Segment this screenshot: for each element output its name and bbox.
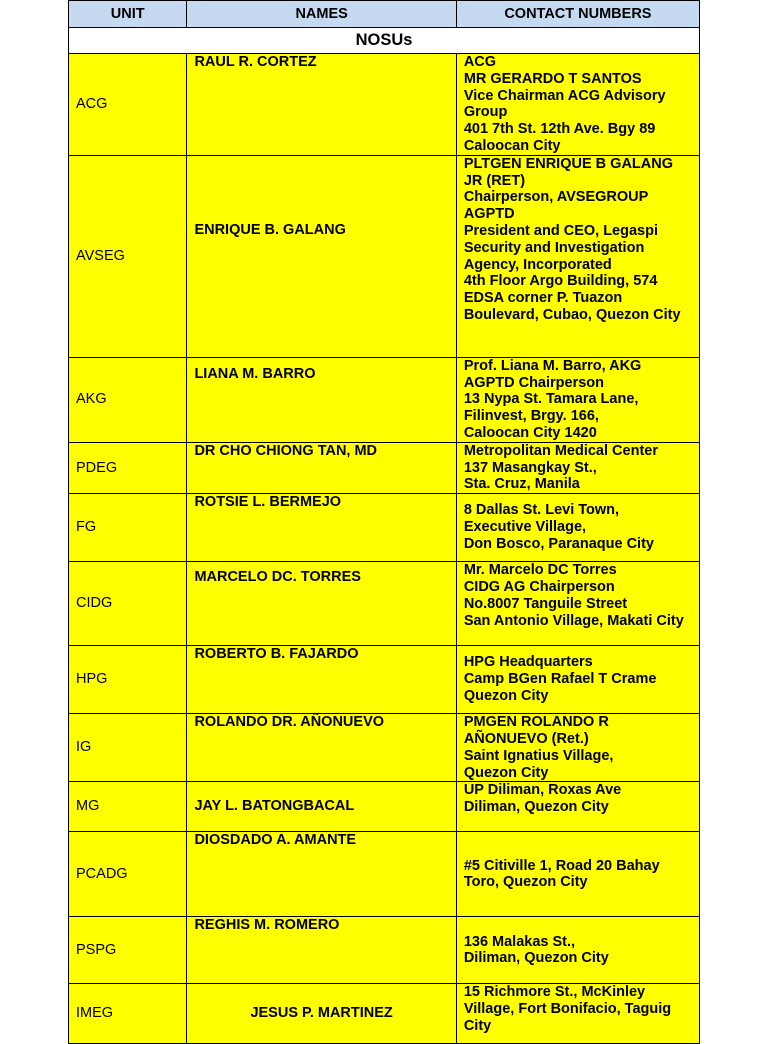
name-cell: ROBERTO B. FAJARDO bbox=[187, 646, 456, 714]
name-cell: JESUS P. MARTINEZ bbox=[187, 984, 456, 1044]
contact-cell: Mr. Marcelo DC Torres CIDG AG Chairperson No.8007 Tanguile Street San Antonio Village, Makati City bbox=[456, 562, 699, 646]
unit-cell: MG bbox=[69, 782, 187, 832]
contact-cell: UP Diliman, Roxas Ave Diliman, Quezon City bbox=[456, 782, 699, 832]
unit-cell: ACG bbox=[69, 54, 187, 156]
name-cell: JAY L. BATONGBACAL bbox=[187, 782, 456, 832]
nosu-contact-table bbox=[68, 0, 700, 1044]
name-cell: DR CHO CHIONG TAN, MD bbox=[187, 442, 456, 493]
table-row bbox=[69, 442, 700, 493]
unit-cell: HPG bbox=[69, 646, 187, 714]
contact-cell: 15 Richmore St., McKinley Village, Fort Bonifacio, Taguig City bbox=[456, 984, 699, 1044]
table-row bbox=[69, 917, 700, 984]
table-row bbox=[69, 646, 700, 714]
name-cell: ROLANDO DR. AÑONUEVO bbox=[187, 714, 456, 782]
name-cell: RAUL R. CORTEZ bbox=[187, 54, 456, 156]
name-cell: REGHIS M. ROMERO bbox=[187, 917, 456, 984]
section-title: NOSUs bbox=[69, 28, 700, 54]
table-row bbox=[69, 562, 700, 646]
header-names: NAMES bbox=[187, 1, 456, 28]
contact-cell: 8 Dallas St. Levi Town, Executive Village, Don Bosco, Paranaque City bbox=[456, 494, 699, 562]
contact-cell: #5 Citiville 1, Road 20 Bahay Toro, Quezon City bbox=[456, 832, 699, 917]
table-header-row bbox=[69, 1, 700, 28]
table-row bbox=[69, 782, 700, 832]
name-cell: ROTSIE L. BERMEJO bbox=[187, 494, 456, 562]
table-row bbox=[69, 54, 700, 156]
table-row bbox=[69, 357, 700, 442]
name-cell: ENRIQUE B. GALANG bbox=[187, 155, 456, 357]
table-row bbox=[69, 494, 700, 562]
unit-cell: AKG bbox=[69, 357, 187, 442]
unit-cell: CIDG bbox=[69, 562, 187, 646]
table-row bbox=[69, 714, 700, 782]
unit-cell: IMEG bbox=[69, 984, 187, 1044]
unit-cell: IG bbox=[69, 714, 187, 782]
table-row bbox=[69, 832, 700, 917]
contact-cell: 136 Malakas St., Diliman, Quezon City bbox=[456, 917, 699, 984]
table-row bbox=[69, 155, 700, 357]
table-row bbox=[69, 984, 700, 1044]
contact-cell: ACG MR GERARDO T SANTOS Vice Chairman ACG Advisory Group 401 7th St. 12th Ave. Bgy 89 Caloocan City bbox=[456, 54, 699, 156]
name-cell: LIANA M. BARRO bbox=[187, 357, 456, 442]
unit-cell: FG bbox=[69, 494, 187, 562]
contact-cell: HPG Headquarters Camp BGen Rafael T Crame Quezon City bbox=[456, 646, 699, 714]
contact-cell: Prof. Liana M. Barro, AKG AGPTD Chairperson 13 Nypa St. Tamara Lane, Filinvest, Brgy. 166, Caloocan City 1420 bbox=[456, 357, 699, 442]
contact-cell: PLTGEN ENRIQUE B GALANG JR (RET) Chairperson, AVSEGROUP AGPTD President and CEO, Legaspi Security and Investigation Agency, Incorporated 4th Floor Argo Building, 574 EDSA corner P. Tuazon Boulevard, Cubao, Quezon City bbox=[456, 155, 699, 357]
unit-cell: AVSEG bbox=[69, 155, 187, 357]
section-header-row bbox=[69, 28, 700, 54]
unit-cell: PCADG bbox=[69, 832, 187, 917]
contact-cell: PMGEN ROLANDO R AÑONUEVO (Ret.) Saint Ignatius Village, Quezon City bbox=[456, 714, 699, 782]
header-unit: UNIT bbox=[69, 1, 187, 28]
name-cell: DIOSDADO A. AMANTE bbox=[187, 832, 456, 917]
header-contact-numbers: CONTACT NUMBERS bbox=[456, 1, 699, 28]
unit-cell: PSPG bbox=[69, 917, 187, 984]
name-cell: MARCELO DC. TORRES bbox=[187, 562, 456, 646]
unit-cell: PDEG bbox=[69, 442, 187, 493]
contact-cell: Metropolitan Medical Center 137 Masangkay St., Sta. Cruz, Manila bbox=[456, 442, 699, 493]
